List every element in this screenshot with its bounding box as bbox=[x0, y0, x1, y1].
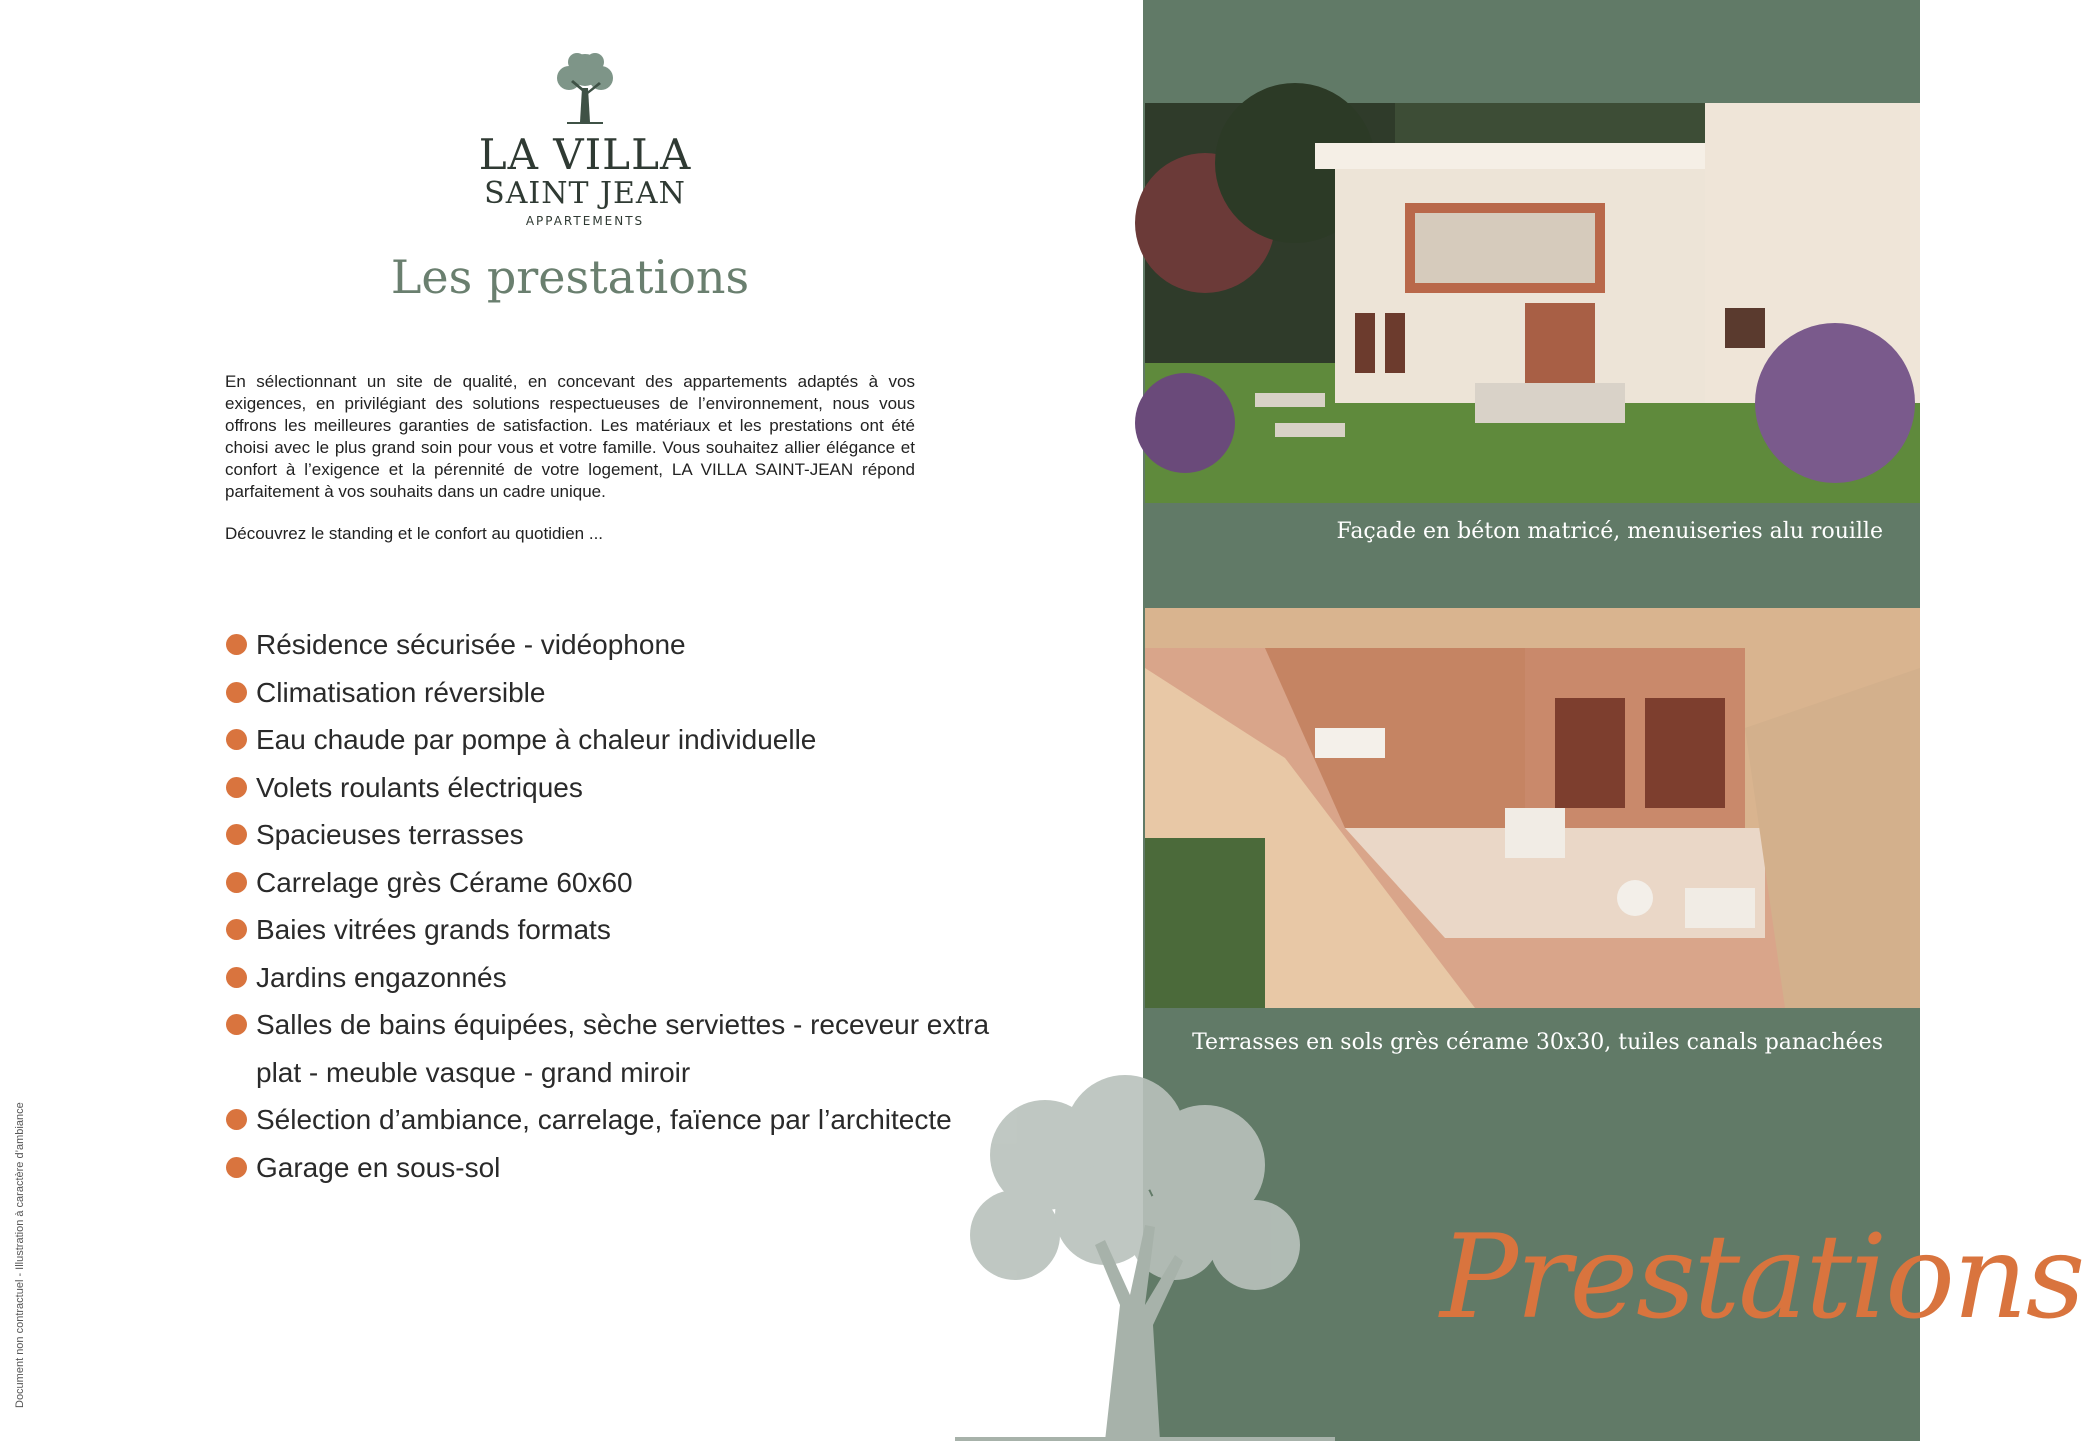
logo-subtitle: SAINT JEAN bbox=[484, 176, 686, 211]
feature-item: Climatisation réversible bbox=[226, 669, 1006, 717]
feature-item: Eau chaude par pompe à chaleur individuelle bbox=[226, 716, 1006, 764]
terrace-photo bbox=[1145, 608, 1920, 1008]
feature-item: Résidence sécurisée - vidéophone bbox=[226, 621, 1006, 669]
intro-paragraph-2: Découvrez le standing et le confort au quotidien ... bbox=[225, 524, 604, 543]
feature-item: Spacieuses terrasses bbox=[226, 811, 1006, 859]
facade-photo bbox=[1145, 103, 1920, 503]
bullet-dot-icon bbox=[226, 729, 247, 750]
feature-item: Sélection d’ambiance, carrelage, faïence par l’architecte bbox=[226, 1096, 1006, 1144]
feature-item: Carrelage grès Cérame 60x60 bbox=[226, 859, 1006, 907]
olive-tree-illustration-icon bbox=[955, 1075, 1335, 1441]
caption-facade: Façade en béton matricé, menuiseries alu rouille bbox=[1336, 519, 1883, 544]
feature-item: Jardins engazonnés bbox=[226, 954, 1006, 1002]
bullet-dot-icon bbox=[226, 634, 247, 655]
feature-item: Garage en sous-sol bbox=[226, 1144, 1006, 1192]
intro-text bbox=[225, 371, 915, 545]
logo-tagline: APPARTEMENTS bbox=[525, 214, 645, 228]
olive-tree-logo-icon bbox=[545, 48, 625, 128]
caption-terrace: Terrasses en sols grès cérame 30x30, tuiles canals panachées bbox=[1192, 1030, 1883, 1055]
logo-title: LA VILLA bbox=[478, 130, 692, 179]
intro-paragraph: En sélectionnant un site de qualité, en concevant des appartements adaptés à vos exigences, en privilégiant des solutions respectueuses de l’environnement, nous vous offrons les meilleures garanties de satisfaction. Les matériaux et les prestations ont été choisi avec le plus grand soin pour vous et votre famille. Vous souhaitez allier élégance et confort à l’exigence et la pérennité de votre logement, LA VILLA SAINT-JEAN répond parfaitement à vos souhaits dans un cadre unique. bbox=[225, 372, 915, 501]
bullet-dot-icon bbox=[226, 872, 247, 893]
bullet-dot-icon bbox=[226, 1014, 247, 1035]
page-title: Les prestations bbox=[390, 250, 750, 304]
features-list bbox=[226, 621, 1006, 1191]
feature-item: Volets roulants électriques bbox=[226, 764, 1006, 812]
bullet-dot-icon bbox=[226, 777, 247, 798]
bullet-dot-icon bbox=[226, 682, 247, 703]
bullet-dot-icon bbox=[226, 1157, 247, 1178]
bullet-dot-icon bbox=[226, 967, 247, 988]
prestations-script-title: Prestations bbox=[1440, 1210, 2083, 1345]
bullet-dot-icon bbox=[226, 1109, 247, 1130]
feature-item: Baies vitrées grands formats bbox=[226, 906, 1006, 954]
logo bbox=[455, 48, 715, 228]
bullet-dot-icon bbox=[226, 919, 247, 940]
disclaimer: Document non contractuel - Illustration à caractère d’ambiance bbox=[14, 1102, 26, 1408]
feature-item: Salles de bains équipées, sèche serviettes - receveur extra plat - meuble vasque - grand miroir bbox=[226, 1001, 1006, 1096]
bullet-dot-icon bbox=[226, 824, 247, 845]
